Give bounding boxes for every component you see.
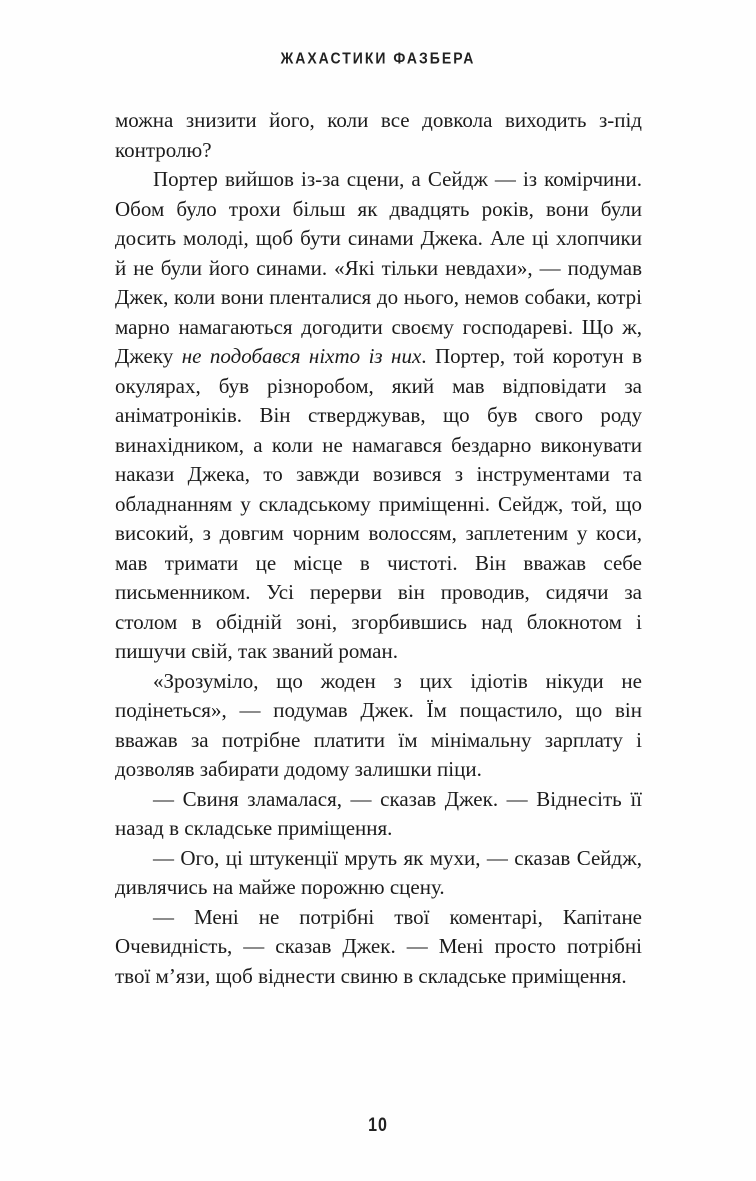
text-segment: — Свиня зламалася, — сказав Джек. — Віднесіть її назад в складське приміщення. xyxy=(115,786,642,840)
page-number: 10 xyxy=(368,1115,388,1136)
text-segment: — Ого, ці штукенції мруть як мухи, — сказав Сейдж, дивлячись на майже порожню сцену. xyxy=(115,845,642,899)
text-segment: Портер вийшов із-за сцени, а Сейдж — із комірчини. Обом було трохи більш як двадцять років, вони були досить молоді, щоб бути синами Джека. Але ці хлопчики й не були його синами. «Які тільки невдахи», — подумав Джек, коли вони пленталися до нього, немов собаки, котрі марно намагаються догодити своєму господареві. Що ж, Джеку xyxy=(115,167,642,368)
paragraph xyxy=(115,844,642,903)
text-segment: можна знизити його, коли все довкола виходить з-під контролю? xyxy=(115,108,642,162)
paragraph xyxy=(115,165,642,667)
paragraph xyxy=(115,903,642,992)
paragraph xyxy=(115,667,642,785)
text-segment: — Мені не потрібні твої коментарі, Капітане Очевидність, — сказав Джек. — Мені просто потрібні твої м’язи, щоб віднести свиню в складське приміщення. xyxy=(115,904,642,988)
text-segment: не подобався ніхто із них xyxy=(181,344,422,368)
text-segment: «Зрозуміло, що жоден з цих ідіотів нікуди не подінеться», — подумав Джек. Їм пощастило, що він вважав за потрібне платити їм мінімальну зарплату і дозволяв забирати додому залишки піци. xyxy=(115,668,642,781)
paragraph xyxy=(115,106,642,165)
running-header: ЖАХАСТИКИ ФАЗБЕРА xyxy=(280,48,476,68)
text-segment: . Портер, той коротун в окулярах, був різноробом, який мав відповідати за аніматроніків. Він стверджував, що був свого роду винахідником, а коли не намагався бездарно виконувати накази Джека, то завжди возився з інструментами та обладнанням у складському приміщенні. Сейдж, той, що високий, з довгим чорним волоссям, заплетеним у коси, мав тримати це місце в чистоті. Він вважав себе письменником. Усі перерви він проводив, сидячи за столом в обідній зоні, згорбившись над блокнотом і пишучи свій, так званий роман. xyxy=(115,344,642,663)
paragraph xyxy=(115,785,642,844)
body-text xyxy=(115,106,642,991)
